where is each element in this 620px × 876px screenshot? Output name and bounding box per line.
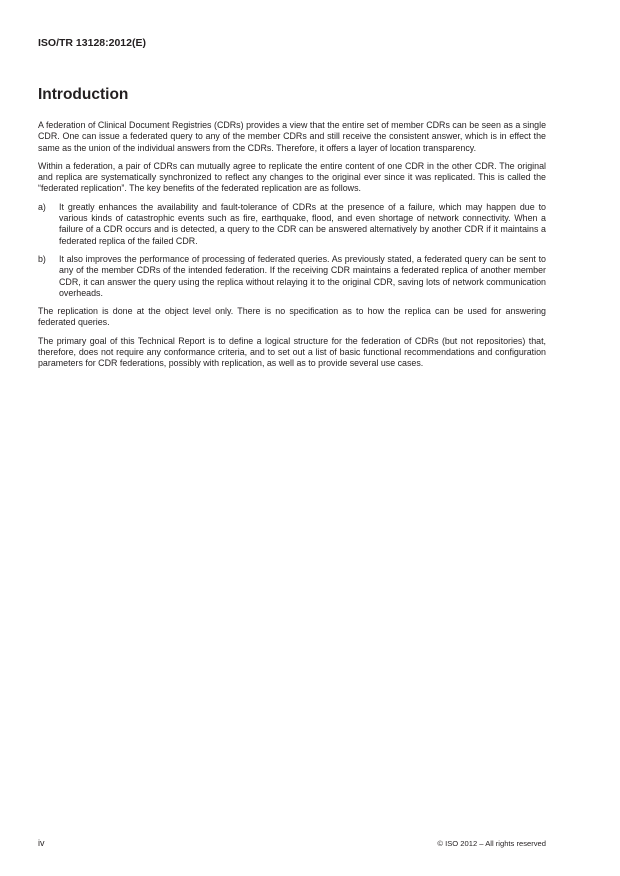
copyright-notice: © ISO 2012 – All rights reserved <box>437 839 546 848</box>
list-item-label: b) <box>38 253 46 264</box>
page-number: iv <box>38 838 45 848</box>
document-id-header: ISO/TR 13128:2012(E) <box>38 37 146 49</box>
intro-paragraph: A federation of Clinical Document Registries (CDRs) provides a view that the entire set of member CDRs can be seen as a single CDR. One can issue a federated query to any of the member CDRs and still receive the consistent answer, which is in effect the same as the union of the individual answers from the CDRs. Therefore, it offers a layer of location transparency. <box>38 120 546 153</box>
list-item <box>38 254 546 299</box>
list-item-text: It also improves the performance of processing of federated queries. As previously stated, a federated query can be sent to any of the member CDRs of the intended federation. If the receiving CDR maintains a federated replica of another member CDR, it can answer the query using the replica without relaying it to the original CDR, saving lots of network communication overheads. <box>59 253 546 298</box>
list-item-label: a) <box>38 201 46 212</box>
body-text <box>38 120 546 377</box>
replication-paragraph: Within a federation, a pair of CDRs can mutually agree to replicate the entire content of one CDR in the other CDR. The original and replica are systematically synchronized to reflect any changes to the original ever since it was replicated. This is called the “federated replication”. The key benefits of the federated replication are as follows. <box>38 160 546 194</box>
primary-goal-paragraph: The primary goal of this Technical Report is to define a logical structure for the federation of CDRs (but not repositories) that, therefore, does not require any conformance criteria, and to set out a list of basic functional recommendations and configuration parameters for CDR federations, possibly with replication, as well as to provide several use cases. <box>38 335 546 369</box>
object-level-paragraph: The replication is done at the object level only. There is no specification as to how the replica can be used for answering federated queries. <box>38 306 546 328</box>
list-item-text: It greatly enhances the availability and fault-tolerance of CDRs at the presence of a failure, which may happen due to various kinds of catastrophic events such as fire, earthquake, flood, and even shortage of network connectivity. When a failure of a CDR occurs and is detected, a query to the CDR can be answered alternatively by another CDR if it maintains a federated replica of the failed CDR. <box>59 201 546 246</box>
list-item <box>38 202 546 247</box>
page-title: Introduction <box>38 86 129 103</box>
